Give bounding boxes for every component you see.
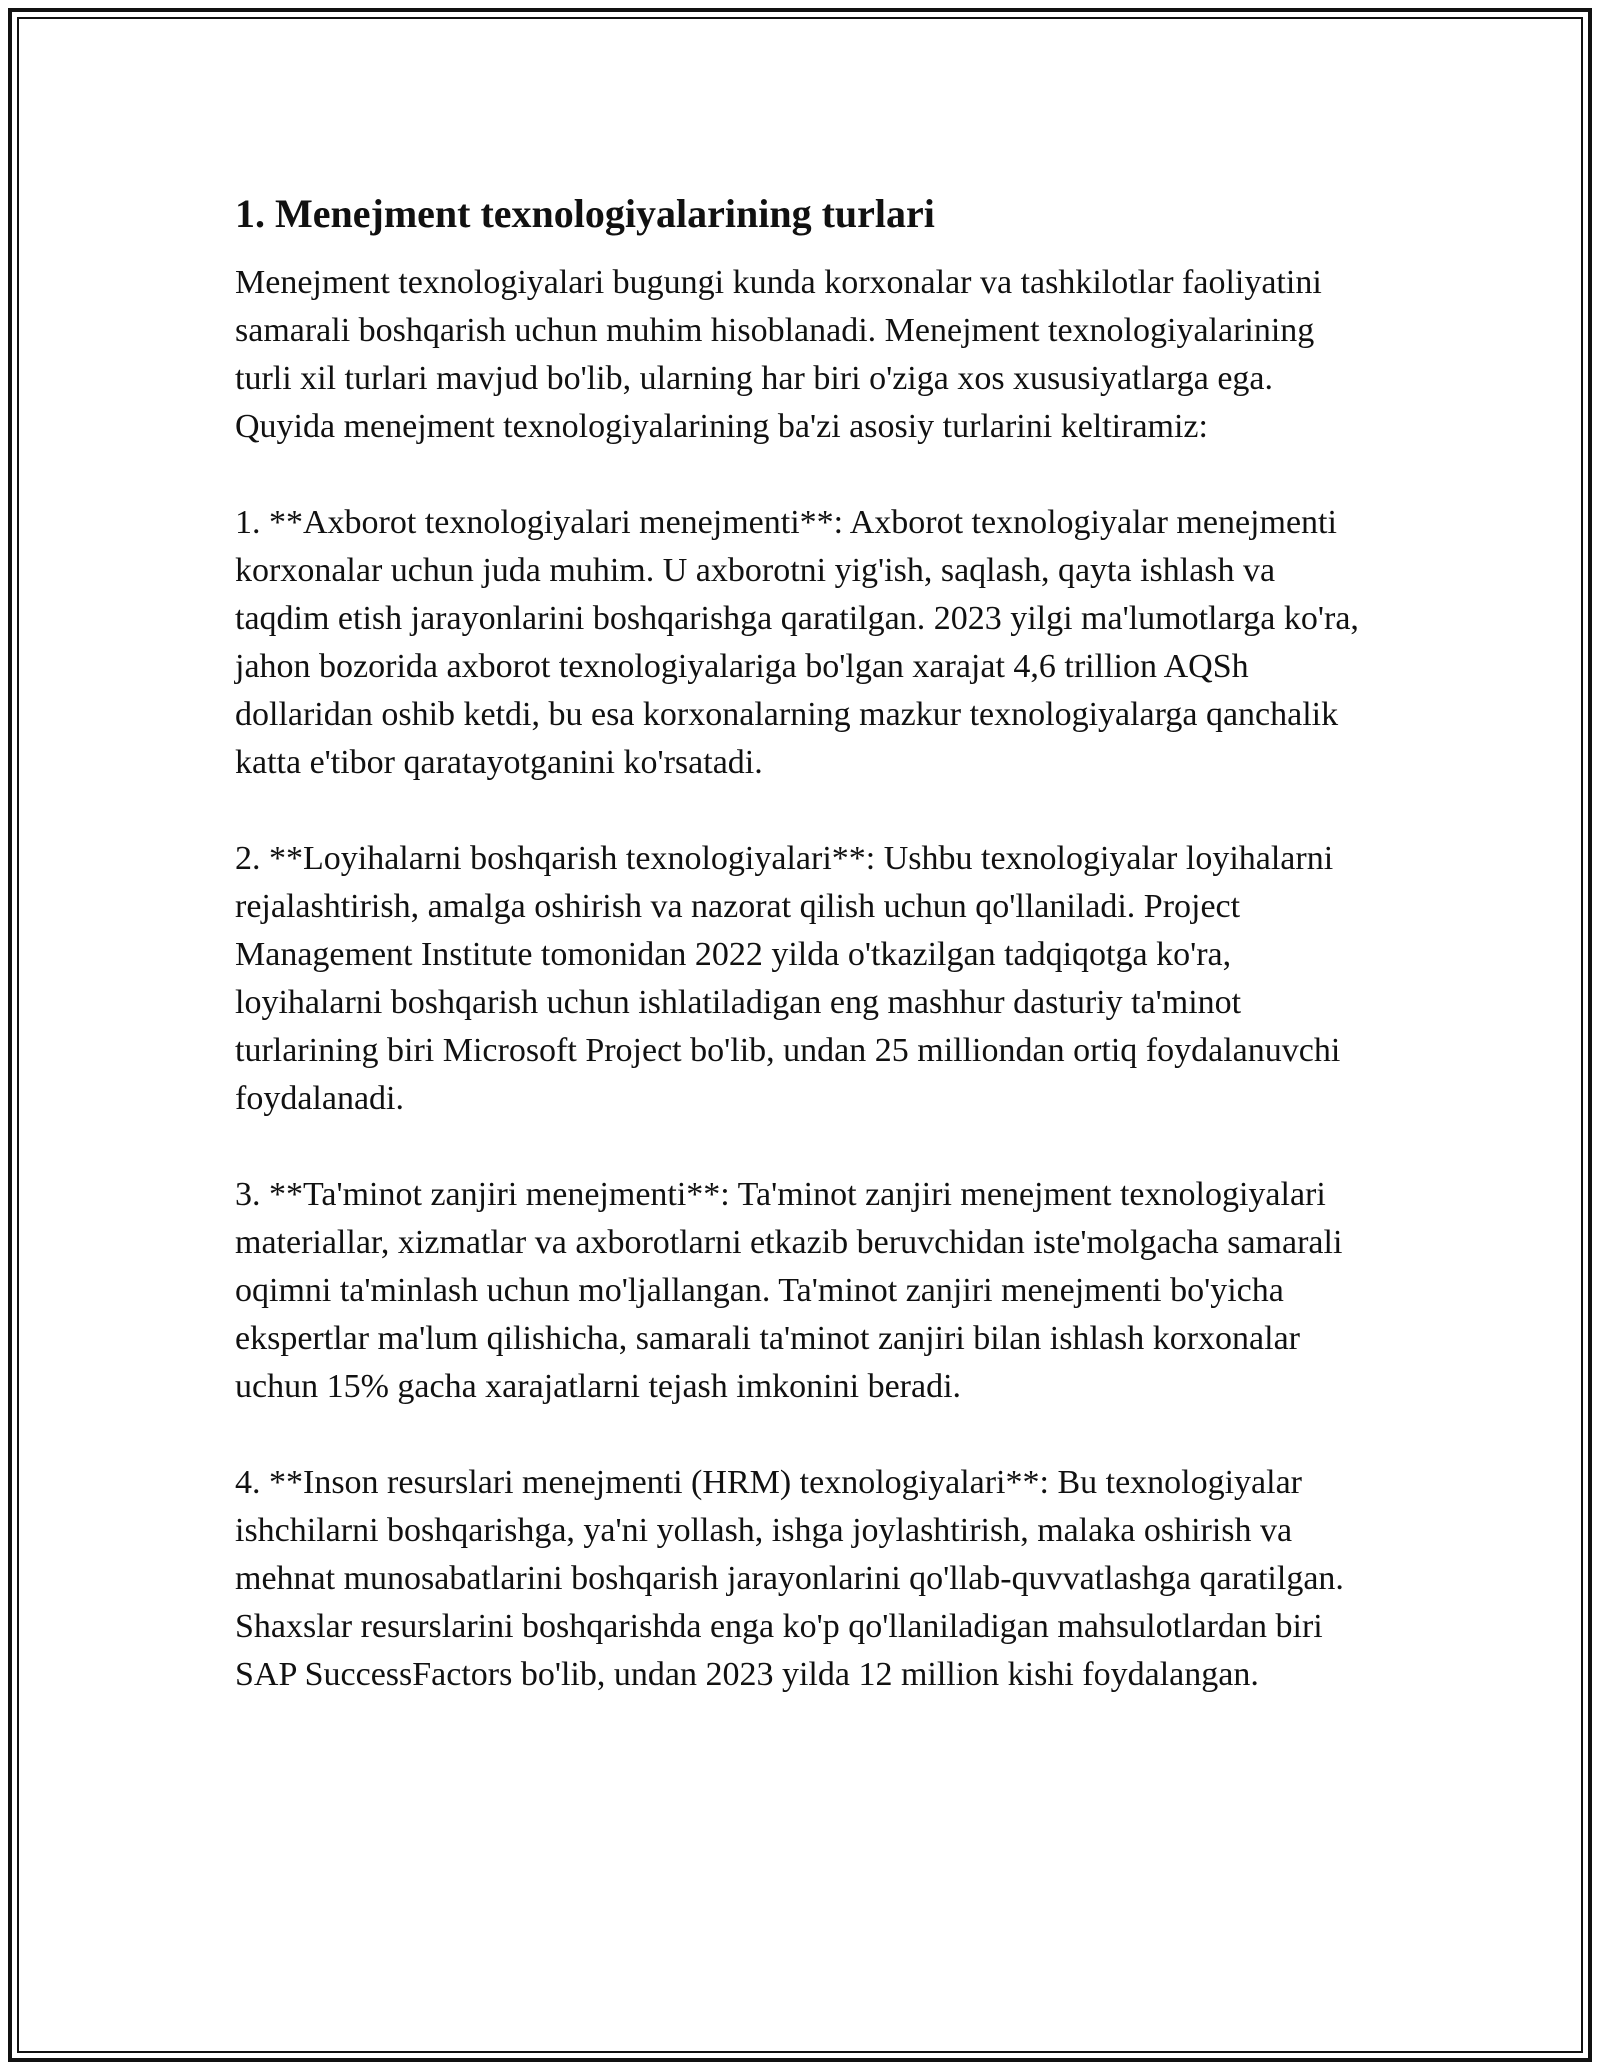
list-item-axborot: 1. **Axborot texnologiyalari menejmenti**: Axborot texnologiyalar menejmenti korxonalar uchun juda muhim. U axborotni yig'ish, saqlash, qayta ishlash va taqdim etish jarayonlarini boshqarishga qaratilgan. 2023 yilgi ma'lumotlarga ko'ra, jahon bozorida axborot texnologiyalariga bo'lgan xarajat 4,6 trillion AQSh dollaridan oshib ketdi, bu esa korxonalarning mazkur texnologiyalarga qanchalik katta e'tibor qaratayotganini ko'rsatadi. bbox=[235, 504, 1359, 781]
intro-paragraph: Menejment texnologiyalari bugungi kunda korxonalar va tashkilotlar faoliyatini samarali boshqarish uchun muhim hisoblanadi. Menejment texnologiyalarining turli xil turlari mavjud bo'lib, ularning har biri o'ziga xos xususiyatlarga ega. Quyida menejment texnologiyalarining ba'zi asosiy turlarini keltiramiz: bbox=[235, 264, 1322, 445]
list-item-loyihalar: 2. **Loyihalarni boshqarish texnologiyalari**: Ushbu texnologiyalar loyihalarni rejalashtirish, amalga oshirish va nazorat qilish uchun qo'llaniladi. Project Management Institute tomonidan 2022 yilda o'tkazilgan tadqiqotga ko'ra, loyihalarni boshqarish uchun ishlatiladigan eng mashhur dasturiy ta'minot turlarining biri Microsoft Project bo'lib, undan 25 milliondan ortiq foydalanuvchi foydalanadi. bbox=[235, 840, 1341, 1117]
section-heading: 1. Menejment texnologiyalarining turlari bbox=[235, 191, 935, 236]
list-item-taminot: 3. **Ta'minot zanjiri menejmenti**: Ta'minot zanjiri menejment texnologiyalari materiallar, xizmatlar va axborotlarni etkazib beruvchidan iste'molgacha samarali oqimni ta'minlash uchun mo'ljallangan. Ta'minot zanjiri menejmenti bo'yicha ekspertlar ma'lum qilishicha, samarali ta'minot zanjiri bilan ishlash korxonalar uchun 15% gacha xarajatlarni tejash imkonini beradi. bbox=[235, 1176, 1343, 1405]
list-item-hrm: 4. **Inson resurslari menejmenti (HRM) texnologiyalari**: Bu texnologiyalar ishchilarni boshqarishga, ya'ni yollash, ishga joylashtirish, malaka oshirish va mehnat munosabatlarini boshqarish jarayonlarini qo'llab-quvvatlashga qaratilgan. Shaxslar resurslarini boshqarishda enga ko'p qo'llaniladigan mahsulotlardan biri SAP SuccessFactors bo'lib, undan 2023 yilda 12 million kishi foydalangan. bbox=[235, 1464, 1344, 1693]
document-body bbox=[235, 186, 1365, 1699]
